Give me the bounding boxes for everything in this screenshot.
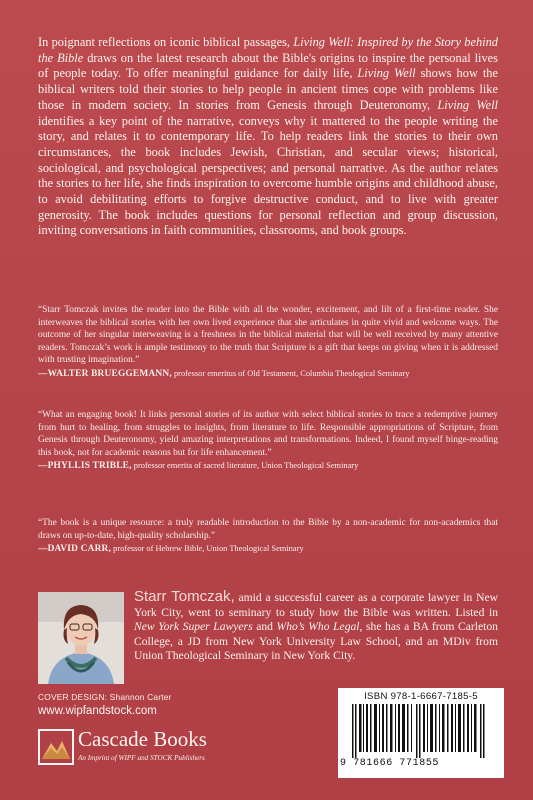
cascade-books-icon — [38, 729, 74, 765]
endorser-name: —DAVID CARR, — [38, 544, 112, 554]
publisher-tagline: An Imprint of WIPF and STOCK Publishers — [78, 754, 205, 762]
endorser-name: —WALTER BRUEGGEMANN, — [38, 368, 172, 379]
bio-text: , she has a BA from Carleton College, a JD from New York University Law School, and an MDiv from Union Theological Seminary in New York City. — [134, 620, 498, 663]
endorsement-text: “The book is a unique resource: a truly readable introduction to the Bible by a non-academic for non-academics that draws on up-to-date, high-quality scholarship.” — [38, 518, 498, 541]
bio-italic: Who’s Who Legal — [276, 620, 360, 634]
description-text: draws on the latest research about the Bible's origins to inspire the personal lives of people today. To offer meaningful guidance for daily life, — [38, 50, 498, 81]
endorsement-text: “What an engaging book! It links personal stories of its author with select biblical stories to trace a redemptive journey from hurt to healing, from struggles to insights, from literature to life. Responsible appropriations of Scripture, from Genesis through Deuteronomy, yield amazing interpretations and transformations. Indeed, I found myself binge-reading this book, not for academic reasons but for life enhancement.” — [38, 410, 498, 458]
description-text: shows how the biblical writers told their stories to help people in ancient times cope with problems like those in modern society. In stories from Genesis through Deuteronomy, — [38, 66, 498, 112]
description-text: In poignant reflections on iconic biblical passages, — [38, 35, 294, 49]
author-photo — [38, 592, 124, 684]
isbn-number: ISBN 978-1-6667-7185-5 — [364, 691, 478, 702]
author-name: Starr Tomczak, — [134, 588, 235, 605]
bio-text: amid a successful career as a corporate lawyer in New York City, went to seminary to study how the Bible was written. Listed in — [134, 591, 498, 619]
bio-text: and — [252, 620, 277, 634]
book-title-italic: Living Well — [437, 97, 498, 112]
endorsement-trible — [38, 409, 498, 473]
author-portrait-illustration — [38, 592, 124, 684]
isbn-barcode — [338, 688, 504, 778]
endorser-name: —PHYLLIS TRIBLE, — [38, 461, 132, 471]
endorsement-brueggemann — [38, 304, 498, 380]
book-description — [38, 35, 498, 239]
publisher-name: Cascade Books — [78, 727, 207, 751]
endorsement-attribution — [38, 368, 498, 381]
endorsement-attribution — [38, 543, 498, 556]
barcode-icon — [350, 704, 492, 758]
cover-design-credit: COVER DESIGN: Shannon Carter — [38, 692, 172, 702]
barcode-digits: 9 781666 771855 — [340, 758, 440, 769]
endorsement-text: “Starr Tomczak invites the reader into the Bible with all the wonder, excitement, and lilt of a first-time reader. She interweaves the biblical stories with her own lived experience that she articulates in quite vivid and welcome ways. The outcome of her singular interweaving is a freshness in the biblical material that will be well received by many attentive readers. Tomczak’s work is ample testimony to the truth that Scripture is a gift that keeps on giving when it is addressed with trusting imagination.” — [38, 305, 498, 365]
endorsement-carr — [38, 517, 498, 556]
publisher-logo — [38, 725, 238, 771]
endorser-role: professor emeritus of Old Testament, Columbia Theological Seminary — [171, 368, 410, 378]
author-bio — [134, 590, 498, 664]
endorsement-attribution — [38, 460, 498, 473]
endorser-role: professor emerita of sacred literature, Union Theological Seminary — [131, 461, 359, 470]
description-text: identifies a key point of the narrative, conveys why it mattered to the people writing the story, and relates it to contemporary life. To help readers link the stories to their own circumstances, the book includes Jewish, Christian, and secular views; historical, sociological, and psychological perspectives; and personal narrative. As the author relates the stories to her life, she finds inspiration to overcome humble origins and childhood abuse, to avoid debilitating efforts to forgive destructive conduct, and to live with greater generosity. The book includes questions for personal reflection and group discussion, inviting conversations in faith communities, classrooms, and book groups. — [38, 113, 498, 238]
book-title-italic: Living Well — [357, 66, 416, 81]
publisher-website: www.wipfandstock.com — [38, 705, 157, 717]
bio-italic: New York Super Lawyers — [134, 620, 253, 634]
endorser-role: professor of Hebrew Bible, Union Theological Seminary — [111, 544, 304, 553]
book-title-italic: Living Well: Inspired by the Story behind the Bible — [38, 35, 499, 65]
